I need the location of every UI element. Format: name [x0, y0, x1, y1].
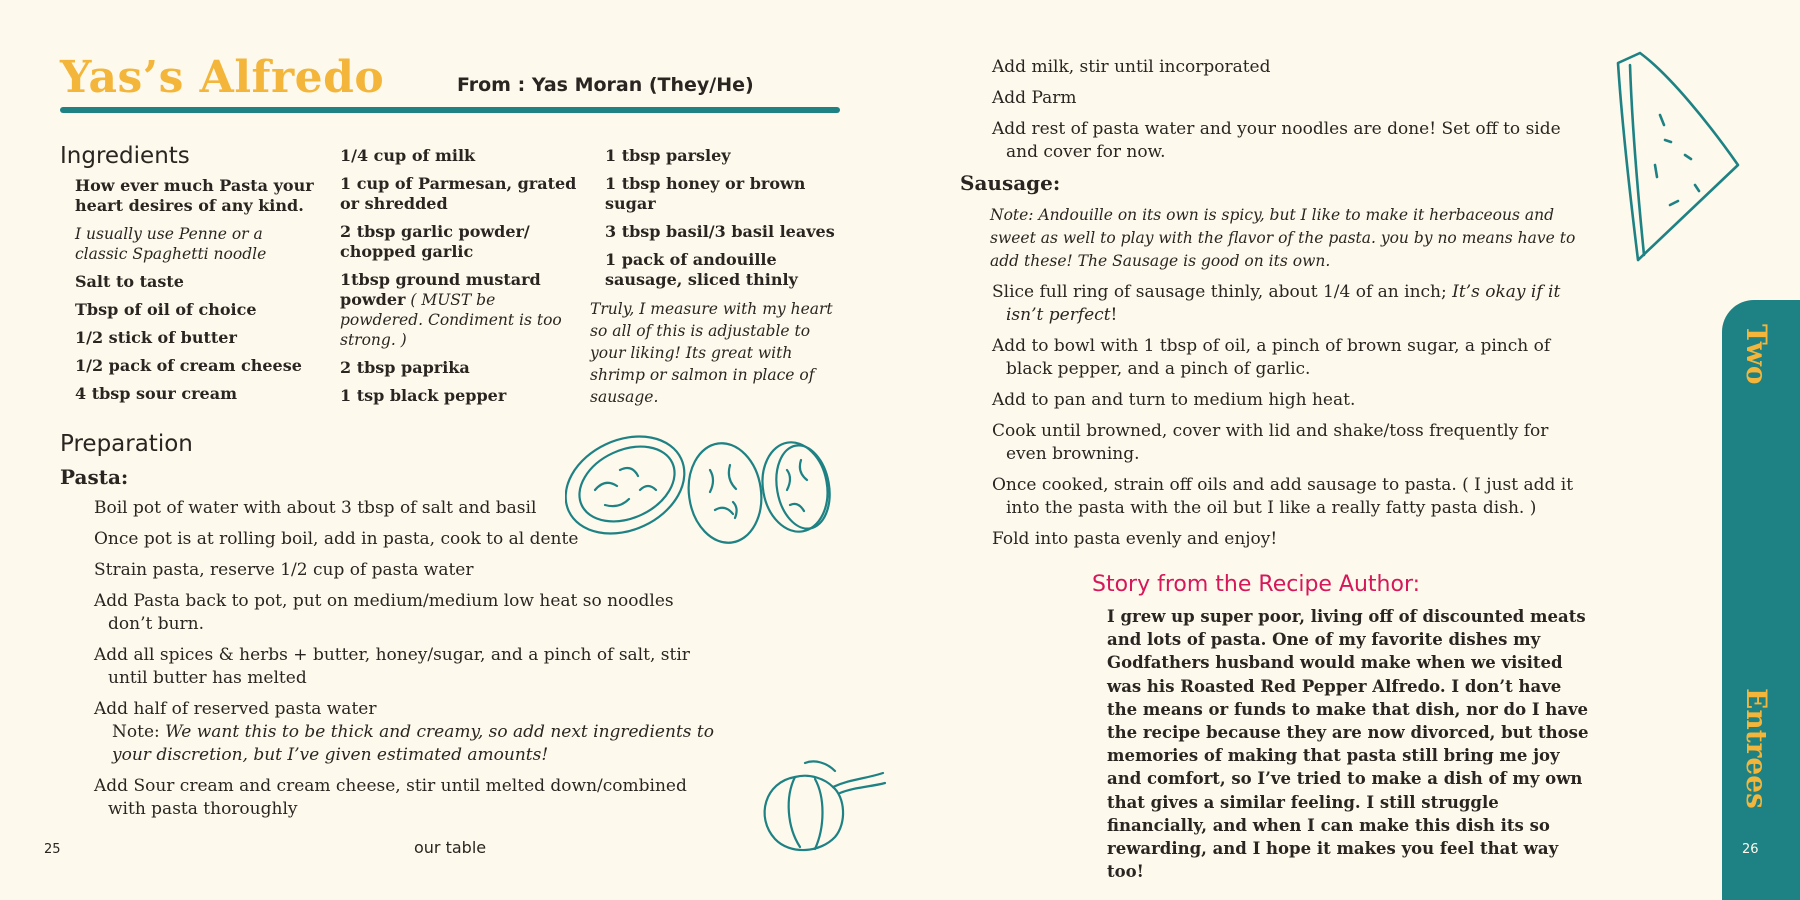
- sausage-step-end: !: [1110, 305, 1118, 325]
- ingredient-item: [75, 384, 320, 404]
- sausage-step: Once cooked, strain off oils and add sausage to pasta. ( I just add it into the pasta with the oil but I like a really fatty pasta dish. ): [992, 475, 1574, 518]
- title-divider: [60, 107, 840, 113]
- ingredient-item: [605, 146, 845, 166]
- ingredient-item: [605, 222, 845, 242]
- section-tab: [1722, 300, 1800, 900]
- recipe-title: Yas’s Alfredo: [60, 52, 385, 103]
- ingredient-text: 1 tbsp honey or brown sugar: [605, 174, 806, 213]
- preparation-heading: Preparation: [60, 431, 193, 457]
- tab-word-two: Two: [1740, 324, 1773, 385]
- pasta-note-text: We want this to be thick and creamy, so add next ingredients to your discretion, but I’ve given estimated amounts!: [112, 722, 714, 765]
- ingredients-column-2: [340, 146, 580, 414]
- ingredient-text: 1 tsp black pepper: [340, 386, 507, 405]
- tab-word-entrees: Entrees: [1740, 688, 1773, 809]
- ingredient-item: [340, 270, 580, 350]
- ingredient-item: [75, 272, 320, 292]
- parmesan-wedge-icon: [1610, 45, 1745, 270]
- ingredient-item: [75, 356, 320, 376]
- ingredient-text: Salt to taste: [75, 272, 184, 291]
- sausage-note: Note: Andouille on its own is spicy, but I like to make it herbaceous and sweet as well to play with the flavor of the pasta. you by no means have to add these! The Sausage is good on its own.: [990, 206, 1576, 270]
- page-number-right: 26: [1742, 842, 1759, 857]
- sausage-step: Add to bowl with 1 tbsp of oil, a pinch of brown sugar, a pinch of black pepper, and a pinch of garlic.: [992, 336, 1551, 379]
- ingredient-item: [75, 224, 320, 264]
- sausage-heading: Sausage:: [960, 171, 1061, 195]
- ingredient-item: [75, 300, 320, 320]
- ingredient-item: [340, 174, 580, 214]
- ingredient-text: 1/2 stick of butter: [75, 328, 237, 347]
- ingredient-item: [605, 174, 845, 214]
- ingredient-text: 1 cup of Parmesan, grated or shredded: [340, 174, 577, 213]
- ingredient-text: 1tbsp ground mustard powder: [340, 270, 541, 309]
- pasta-heading: Pasta:: [60, 465, 129, 489]
- pasta-step: Add rest of pasta water and your noodles are done! Set off to side and cover for now.: [992, 119, 1561, 162]
- ingredients-column-3: [590, 146, 845, 416]
- story-title: Story from the Recipe Author:: [1092, 572, 1421, 597]
- pasta-note: [94, 721, 714, 767]
- pasta-step: Boil pot of water with about 3 tbsp of salt and basil: [94, 498, 537, 518]
- footer-brand: our table: [414, 838, 487, 857]
- pasta-steps: [94, 497, 714, 829]
- sausage-step-text: Slice full ring of sausage thinly, about 1/4 of an inch;: [992, 282, 1453, 302]
- pasta-step: Add all spices & herbs + butter, honey/sugar, and a pinch of salt, stir until butter has melted: [94, 645, 690, 688]
- pasta-step: Add Sour cream and cream cheese, stir until melted down/combined with pasta thoroughly: [94, 776, 687, 819]
- ingredients-note: Truly, I measure with my heart so all of this is adjustable to your liking! Its great with shrimp or salmon in place of sausage.: [590, 300, 833, 406]
- ingredient-item: [340, 358, 580, 378]
- steps-top: [992, 56, 1592, 172]
- pasta-step: Add Parm: [992, 88, 1077, 108]
- pasta-step: Once pot is at rolling boil, add in pasta, cook to al dente: [94, 529, 579, 549]
- ingredient-item: [340, 222, 580, 262]
- ingredient-note: ( MUST be powdered. Condiment is too strong. ): [340, 291, 562, 349]
- ingredient-text: 4 tbsp sour cream: [75, 384, 238, 403]
- ingredient-text: 1 pack of andouille sausage, sliced thinly: [605, 250, 798, 289]
- ingredient-text: 1/2 pack of cream cheese: [75, 356, 302, 375]
- pasta-step: Add Pasta back to pot, put on medium/medium low heat so noodles don’t burn.: [94, 591, 674, 634]
- ingredient-text: Tbsp of oil of choice: [75, 300, 257, 319]
- ingredients-heading: Ingredients: [60, 143, 190, 169]
- sausage-step-italic: It’s okay if it isn’t perfect: [1006, 282, 1561, 325]
- ingredient-text: 2 tbsp paprika: [340, 358, 470, 377]
- ingredient-text: I usually use Penne or a classic Spaghetti noodle: [75, 225, 267, 263]
- pasta-step: Strain pasta, reserve 1/2 cup of pasta water: [94, 560, 474, 580]
- sausage-slices-icon: [565, 430, 845, 545]
- ingredients-column-1: [75, 176, 320, 412]
- ingredient-item: [340, 146, 580, 166]
- pasta-step: Add half of reserved pasta water: [94, 699, 377, 719]
- ingredient-item: [75, 328, 320, 348]
- ingredient-item: [340, 386, 580, 406]
- page-number-left: 25: [44, 842, 61, 857]
- pasta-step: Add milk, stir until incorporated: [992, 57, 1271, 77]
- ingredient-text: How ever much Pasta your heart desires of any kind.: [75, 176, 314, 215]
- garlic-icon: [755, 757, 890, 857]
- ingredient-text: 3 tbsp basil/3 basil leaves: [605, 222, 835, 241]
- sausage-step: Cook until browned, cover with lid and shake/toss frequently for even browning.: [992, 421, 1549, 464]
- ingredient-item: [605, 250, 845, 290]
- story-text: I grew up super poor, living off of discounted meats and lots of pasta. One of my favorite dishes my Godfathers husband would make when we visited was his Roasted Red Pepper Alfredo. I don’t have the means or funds to make that dish, nor do I have the recipe because they are now divorced, but those memories of making that pasta still bring me joy and comfort, so I’ve tried to make a dish of my own that gives a similar feeling. I still struggle financially, and when I can make this dish its so rewarding, and I hope it makes you feel that way too!: [1107, 607, 1589, 882]
- pasta-note-prefix: Note:: [112, 722, 166, 742]
- ingredient-text: 1/4 cup of milk: [340, 146, 476, 165]
- sausage-step: [992, 281, 1592, 327]
- ingredient-text: 2 tbsp garlic powder/ chopped garlic: [340, 222, 530, 261]
- sausage-steps: [992, 281, 1592, 559]
- sausage-step: Fold into pasta evenly and enjoy!: [992, 529, 1278, 549]
- recipe-author: From : Yas Moran (They/He): [457, 74, 754, 96]
- ingredient-text: 1 tbsp parsley: [605, 146, 731, 165]
- ingredient-item: [75, 176, 320, 216]
- sausage-step: Add to pan and turn to medium high heat.: [992, 390, 1356, 410]
